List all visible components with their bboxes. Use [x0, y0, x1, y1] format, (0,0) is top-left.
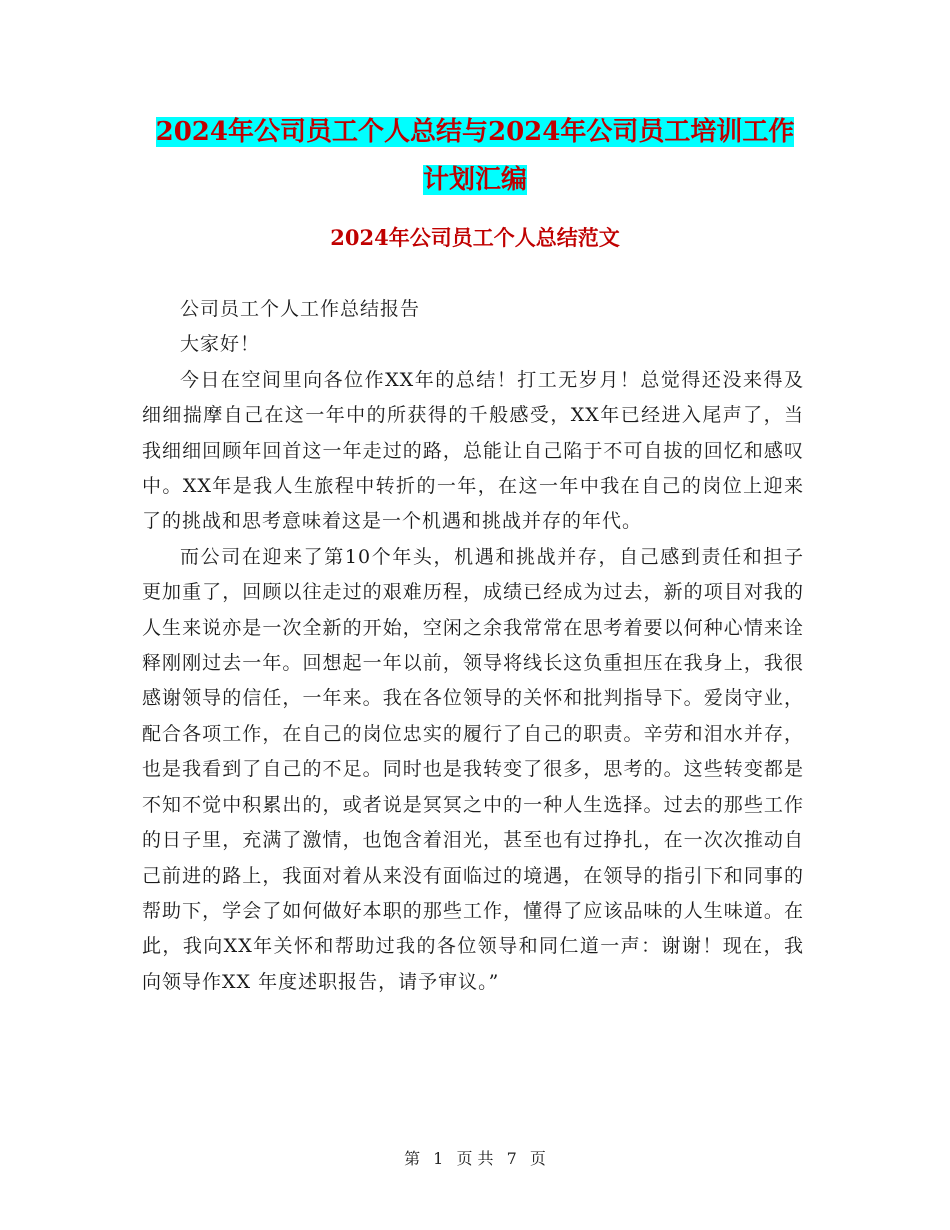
report-heading: 公司员工个人工作总结报告: [180, 298, 421, 320]
title-line-1: 2024年公司员工个人总结与2024年公司员工培训工作: [155, 117, 795, 147]
page-total: 7: [506, 1149, 517, 1168]
footer-suffix: 页: [529, 1149, 546, 1168]
document-body: [142, 292, 804, 1000]
section-subtitle: 2024年公司员工个人总结范文: [330, 225, 620, 250]
title-line-2: 计划汇编: [422, 165, 527, 195]
greeting: 大家好！: [180, 333, 261, 356]
footer-prefix: 第: [404, 1149, 421, 1168]
page-footer: [0, 1146, 950, 1169]
footer-middle: 页 共: [456, 1149, 494, 1168]
body-paragraph: 今日在空间里向各位作XX年的总结！打工无岁月！总觉得还没来得及细细揣摩自己在这一年中的所获得的千般感受，XX年已经进入尾声了，当我细细回顾年回首这一年走过的路，总能让自己陷于不可自拔的回忆和感叹中。XX年是我人生旅程中转折的一年，在这一年中我在自己的岗位上迎来了的挑战和思考意味着这是一个机遇和挑战并存的年代。: [142, 368, 804, 533]
body-paragraph: 而公司在迎来了第10个年头，机遇和挑战并存，自己感到责任和担子更加重了，回顾以往走过的艰难历程，成绩已经成为过去，新的项目对我的人生来说亦是一次全新的开始，空闲之余我常常在思考着要以何种心情来诠释刚刚过去一年。回想起一年以前，领导将线长这负重担压在我身上，我很感谢领导的信任，一年来。我在各位领导的关怀和批判指导下。爱岗守业，配合各项工作，在自己的岗位忠实的履行了自己的职责。辛劳和泪水并存，也是我看到了自己的不足。同时也是我转变了很多，思考的。这些转变都是不知不觉中积累出的，或者说是冥冥之中的一种人生选择。过去的那些工作的日子里，充满了激情，也饱含着泪光，甚至也有过挣扎，在一次次推动自己前进的路上，我面对着从来没有面临过的境遇，在领导的指引下和同事的帮助下，学会了如何做好本职的那些工作，懂得了应该品味的人生味道。在此，我向XX年关怀和帮助过我的各位领导和同仁道一声：谢谢！现在，我向领导作XX 年度述职报告，请予审议。”: [142, 545, 804, 993]
page-number: 1: [433, 1149, 444, 1168]
document-title: [0, 108, 950, 204]
